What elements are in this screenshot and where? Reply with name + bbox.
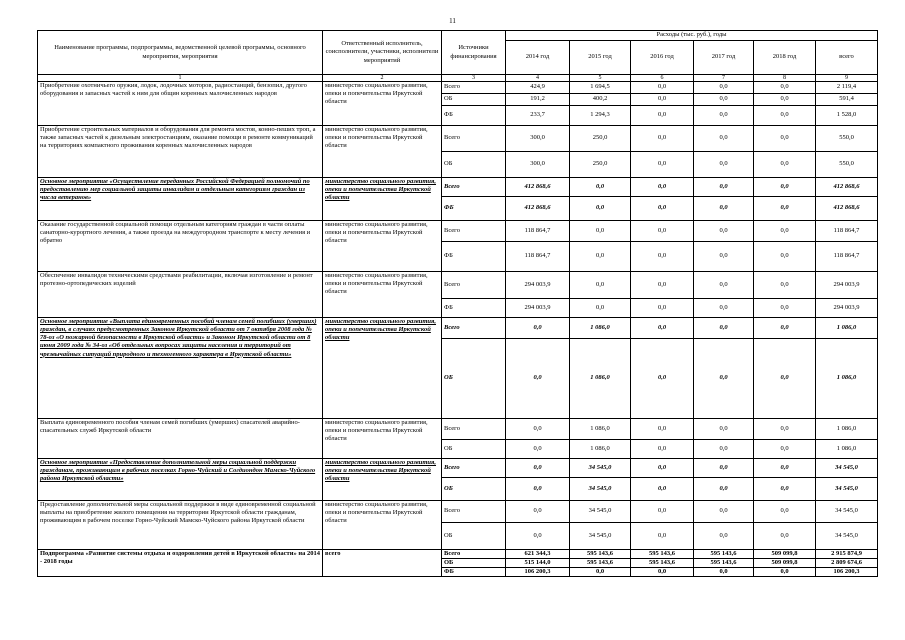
total-value-cell: 2 809 674,6	[816, 559, 878, 568]
program-name-cell: Оказание государственной социальной помощи отдельным категориям граждан в части оплаты санаторно-курортного лечения, а также проезда на междугородном транспорте к месту лечения и обратно	[38, 221, 323, 272]
program-name-cell: Подпрограмма «Развитие системы отдыха и оздоровления детей в Иркутской области» на 2014 - 2018 годы	[38, 550, 323, 577]
year-value-cell: 0,0	[754, 299, 816, 318]
year-value-cell: 0,0	[694, 419, 754, 440]
year-value-cell: 0,0	[754, 440, 816, 459]
funding-source-cell: ФБ	[442, 106, 506, 126]
year-value-cell: 0,0	[754, 459, 816, 478]
year-value-cell: 0,0	[694, 152, 754, 178]
year-value-cell: 0,0	[754, 523, 816, 550]
year-value-cell: 1 086,0	[570, 318, 631, 339]
year-value-cell: 0,0	[754, 221, 816, 242]
table-row	[38, 459, 878, 478]
program-name-cell: Приобретение строительных материалов и оборудования для ремонта мостов, конно-пеших троп, а также запасных частей к дизельным электростанциям, оказание помощи в ремонте коммуникаций на территориях компактного проживания коренных малочисленных народов	[38, 126, 323, 178]
year-value-cell: 0,0	[694, 272, 754, 299]
program-name-cell: Обеспечение инвалидов техническими средствами реабилитации, включая изготовление и ремонт протезно-ортопедических изделий	[38, 272, 323, 318]
year-value-cell: 0,0	[631, 523, 694, 550]
year-value-cell: 621 344,3	[506, 550, 570, 559]
header-executor: Ответственный исполнитель, соисполнители, участники, исполнители мероприятий	[323, 31, 442, 75]
funding-source-cell: Всего	[442, 82, 506, 94]
funding-source-cell: Всего	[442, 178, 506, 197]
executor-cell: министерство социального развития, опеки и попечительства Иркутской области	[323, 501, 442, 550]
year-value-cell: 0,0	[570, 197, 631, 221]
total-value-cell: 591,4	[816, 94, 878, 106]
year-value-cell: 34 545,0	[570, 501, 631, 523]
year-value-cell: 0,0	[754, 197, 816, 221]
total-value-cell: 34 545,0	[816, 459, 878, 478]
header-funding-source: Источники финансирования	[442, 31, 506, 75]
year-value-cell: 0,0	[754, 94, 816, 106]
year-value-cell: 233,7	[506, 106, 570, 126]
program-name-cell: Основное мероприятие «Предоставление дополнительной меры социальной поддержки гражданам, проживающим в рабочих поселках Горно-Чуйский и Согдиондон Мамско-Чуйского района Иркутской области»	[38, 459, 323, 501]
executor-cell: министерство социального развития, опеки и попечительства Иркутской области	[323, 272, 442, 318]
total-value-cell: 550,0	[816, 126, 878, 152]
funding-source-cell: ОБ	[442, 559, 506, 568]
funding-source-cell: ОБ	[442, 478, 506, 501]
year-value-cell: 250,0	[570, 152, 631, 178]
year-value-cell: 250,0	[570, 126, 631, 152]
year-value-cell: 0,0	[631, 242, 694, 272]
year-value-cell: 0,0	[506, 523, 570, 550]
total-value-cell: 1 086,0	[816, 339, 878, 419]
year-value-cell: 595 143,6	[694, 559, 754, 568]
year-value-cell: 0,0	[570, 242, 631, 272]
year-value-cell: 0,0	[754, 339, 816, 419]
program-name-cell: Выплата единовременного пособия членам семей погибших (умерших) спасателей аварийно-спасательных служб Иркутской области	[38, 419, 323, 459]
year-value-cell: 595 143,6	[570, 550, 631, 559]
executor-cell: министерство социального развития, опеки и попечительства Иркутской области	[323, 318, 442, 419]
year-value-cell: 0,0	[694, 523, 754, 550]
funding-source-cell: ФБ	[442, 568, 506, 577]
year-value-cell: 0,0	[754, 501, 816, 523]
funding-source-cell: Всего	[442, 272, 506, 299]
column-number: 3	[442, 75, 506, 82]
executor-cell: министерство социального развития, опеки и попечительства Иркутской области	[323, 82, 442, 126]
executor-cell: всего	[323, 550, 442, 577]
year-value-cell: 0,0	[631, 478, 694, 501]
year-value-cell: 0,0	[631, 126, 694, 152]
year-value-cell: 294 003,9	[506, 299, 570, 318]
header-year: 2016 год	[631, 41, 694, 75]
year-value-cell: 300,0	[506, 126, 570, 152]
year-value-cell: 0,0	[694, 299, 754, 318]
funding-source-cell: ФБ	[442, 242, 506, 272]
year-value-cell: 300,0	[506, 152, 570, 178]
funding-source-cell: ОБ	[442, 523, 506, 550]
funding-source-cell: ОБ	[442, 152, 506, 178]
year-value-cell: 0,0	[694, 178, 754, 197]
header-year: 2017 год	[694, 41, 754, 75]
year-value-cell: 0,0	[694, 242, 754, 272]
year-value-cell: 0,0	[631, 94, 694, 106]
year-value-cell: 0,0	[506, 440, 570, 459]
funding-source-cell: Всего	[442, 126, 506, 152]
year-value-cell: 0,0	[754, 178, 816, 197]
year-value-cell: 0,0	[754, 106, 816, 126]
program-name-cell: Предоставление дополнительной меры социальной поддержки в виде единовременной социальной выплаты на приобретение жилого помещения на территории Иркутской области гражданам, проживающим в рабочем поселке Горно-Чуйский Мамско-Чуйского района Иркутской области	[38, 501, 323, 550]
year-value-cell: 0,0	[570, 272, 631, 299]
year-value-cell: 294 003,9	[506, 272, 570, 299]
header-total: всего	[816, 41, 878, 75]
year-value-cell: 509 099,8	[754, 559, 816, 568]
table-row	[38, 126, 878, 152]
year-value-cell: 34 545,0	[570, 478, 631, 501]
executor-cell: министерство социального развития, опеки и попечительства Иркутской области	[323, 178, 442, 221]
year-value-cell: 0,0	[694, 459, 754, 478]
year-value-cell: 0,0	[570, 178, 631, 197]
year-value-cell: 0,0	[754, 478, 816, 501]
year-value-cell: 0,0	[631, 106, 694, 126]
year-value-cell: 0,0	[694, 221, 754, 242]
page-number: 11	[449, 17, 456, 25]
year-value-cell: 0,0	[631, 459, 694, 478]
year-value-cell: 0,0	[631, 272, 694, 299]
column-number: 4	[506, 75, 570, 82]
year-value-cell: 0,0	[631, 197, 694, 221]
year-value-cell: 424,9	[506, 82, 570, 94]
year-value-cell: 509 099,8	[754, 550, 816, 559]
year-value-cell: 0,0	[754, 272, 816, 299]
year-value-cell: 118 864,7	[506, 242, 570, 272]
year-value-cell: 34 545,0	[570, 523, 631, 550]
table-row	[38, 318, 878, 339]
year-value-cell: 0,0	[631, 299, 694, 318]
column-number: 2	[323, 75, 442, 82]
year-value-cell: 0,0	[754, 152, 816, 178]
total-value-cell: 1 086,0	[816, 318, 878, 339]
year-value-cell: 0,0	[694, 94, 754, 106]
year-value-cell: 0,0	[754, 126, 816, 152]
year-value-cell: 595 143,6	[570, 559, 631, 568]
total-value-cell: 294 003,9	[816, 272, 878, 299]
year-value-cell: 0,0	[694, 82, 754, 94]
year-value-cell: 0,0	[694, 339, 754, 419]
year-value-cell: 595 143,6	[631, 559, 694, 568]
header-expenses: Расходы (тыс. руб.), годы	[506, 31, 878, 41]
total-value-cell: 34 545,0	[816, 501, 878, 523]
year-value-cell: 0,0	[631, 221, 694, 242]
year-value-cell: 0,0	[506, 501, 570, 523]
table-row	[38, 82, 878, 94]
year-value-cell: 0,0	[694, 568, 754, 577]
year-value-cell: 0,0	[694, 440, 754, 459]
year-value-cell: 0,0	[570, 221, 631, 242]
funding-source-cell: ФБ	[442, 299, 506, 318]
funding-source-cell: ФБ	[442, 197, 506, 221]
year-value-cell: 0,0	[570, 299, 631, 318]
funding-source-cell: ОБ	[442, 94, 506, 106]
year-value-cell: 0,0	[694, 501, 754, 523]
column-number: 9	[816, 75, 878, 82]
total-value-cell: 1 528,0	[816, 106, 878, 126]
year-value-cell: 0,0	[506, 318, 570, 339]
funding-source-cell: Всего	[442, 318, 506, 339]
table-row	[38, 419, 878, 440]
year-value-cell: 191,2	[506, 94, 570, 106]
table-row	[38, 178, 878, 197]
year-value-cell: 0,0	[631, 152, 694, 178]
year-value-cell: 1 086,0	[570, 419, 631, 440]
total-value-cell: 118 864,7	[816, 242, 878, 272]
executor-cell: министерство социального развития, опеки и попечительства Иркутской области	[323, 419, 442, 459]
executor-cell: министерство социального развития, опеки и попечительства Иркутской области	[323, 459, 442, 501]
year-value-cell: 34 545,0	[570, 459, 631, 478]
year-value-cell: 0,0	[754, 419, 816, 440]
year-value-cell: 0,0	[506, 419, 570, 440]
year-value-cell: 0,0	[754, 568, 816, 577]
total-value-cell: 550,0	[816, 152, 878, 178]
year-value-cell: 0,0	[631, 440, 694, 459]
funding-source-cell: Всего	[442, 501, 506, 523]
funding-source-cell: ОБ	[442, 339, 506, 419]
column-number: 7	[694, 75, 754, 82]
table-row	[38, 501, 878, 523]
year-value-cell: 0,0	[631, 178, 694, 197]
year-value-cell: 106 200,3	[506, 568, 570, 577]
year-value-cell: 0,0	[506, 459, 570, 478]
total-value-cell: 412 868,6	[816, 197, 878, 221]
program-name-cell: Основное мероприятие «Выплата единовременных пособий членам семей погибших (умерших) граждан, в случаях предусмотренных Законом Иркутской области от 7 октября 2008 года № 78-оз «О пожарной безопасности в Иркутской области» и Законом Иркутской области от 8 июня 2009 года № 34-оз «Об отдельных вопросах защиты населения и территорий от чрезвычайных ситуаций природного и техногенного характера в Иркутской области»	[38, 318, 323, 419]
table-row	[38, 221, 878, 242]
year-value-cell: 0,0	[694, 126, 754, 152]
total-value-cell: 106 200,3	[816, 568, 878, 577]
table-row	[38, 550, 878, 559]
year-value-cell: 515 144,0	[506, 559, 570, 568]
year-value-cell: 0,0	[694, 318, 754, 339]
total-value-cell: 2 915 874,9	[816, 550, 878, 559]
header-program-name: Наименование программы, подпрограммы, ведомственной целевой программы, основного мероприятия, мероприятия	[38, 31, 323, 75]
year-value-cell: 0,0	[694, 478, 754, 501]
total-value-cell: 412 868,6	[816, 178, 878, 197]
year-value-cell: 0,0	[570, 568, 631, 577]
header-year: 2015 год	[570, 41, 631, 75]
year-value-cell: 1 086,0	[570, 339, 631, 419]
funding-source-cell: Всего	[442, 550, 506, 559]
program-name-cell: Приобретение охотничьего оружия, лодок, лодочных моторов, радиостанций, бензопил, другого оборудования и запасных частей к ним для общин коренных малочисленных народов	[38, 82, 323, 126]
year-value-cell: 0,0	[631, 82, 694, 94]
year-value-cell: 1 294,3	[570, 106, 631, 126]
year-value-cell: 0,0	[506, 478, 570, 501]
column-number: 8	[754, 75, 816, 82]
program-name-cell: Основное мероприятие «Осуществление переданных Российской Федерацией полномочий по предоставлению мер социальной защиты инвалидам и отдельным категориям граждан из числа ветеранов»	[38, 178, 323, 221]
year-value-cell: 412 868,6	[506, 178, 570, 197]
total-value-cell: 1 086,0	[816, 440, 878, 459]
year-value-cell: 412 868,6	[506, 197, 570, 221]
year-value-cell: 400,2	[570, 94, 631, 106]
total-value-cell: 294 003,9	[816, 299, 878, 318]
year-value-cell: 0,0	[631, 568, 694, 577]
column-number: 1	[38, 75, 323, 82]
year-value-cell: 1 086,0	[570, 440, 631, 459]
funding-source-cell: ОБ	[442, 440, 506, 459]
funding-source-cell: Всего	[442, 419, 506, 440]
budget-table	[37, 30, 878, 577]
header-year: 2014 год	[506, 41, 570, 75]
header-year: 2018 год	[754, 41, 816, 75]
year-value-cell: 118 864,7	[506, 221, 570, 242]
total-value-cell: 1 086,0	[816, 419, 878, 440]
funding-source-cell: Всего	[442, 459, 506, 478]
year-value-cell: 0,0	[506, 339, 570, 419]
year-value-cell: 0,0	[631, 339, 694, 419]
year-value-cell: 0,0	[754, 318, 816, 339]
year-value-cell: 0,0	[694, 197, 754, 221]
total-value-cell: 34 545,0	[816, 478, 878, 501]
year-value-cell: 0,0	[754, 242, 816, 272]
year-value-cell: 595 143,6	[694, 550, 754, 559]
column-number: 5	[570, 75, 631, 82]
executor-cell: министерство социального развития, опеки и попечительства Иркутской области	[323, 126, 442, 178]
funding-source-cell: Всего	[442, 221, 506, 242]
year-value-cell: 0,0	[631, 501, 694, 523]
year-value-cell: 595 143,6	[631, 550, 694, 559]
executor-cell: министерство социального развития, опеки и попечительства Иркутской области	[323, 221, 442, 272]
column-number: 6	[631, 75, 694, 82]
total-value-cell: 34 545,0	[816, 523, 878, 550]
table-row	[38, 272, 878, 299]
year-value-cell: 0,0	[694, 106, 754, 126]
year-value-cell: 0,0	[754, 82, 816, 94]
year-value-cell: 0,0	[631, 318, 694, 339]
year-value-cell: 1 694,5	[570, 82, 631, 94]
total-value-cell: 118 864,7	[816, 221, 878, 242]
year-value-cell: 0,0	[631, 419, 694, 440]
total-value-cell: 2 119,4	[816, 82, 878, 94]
